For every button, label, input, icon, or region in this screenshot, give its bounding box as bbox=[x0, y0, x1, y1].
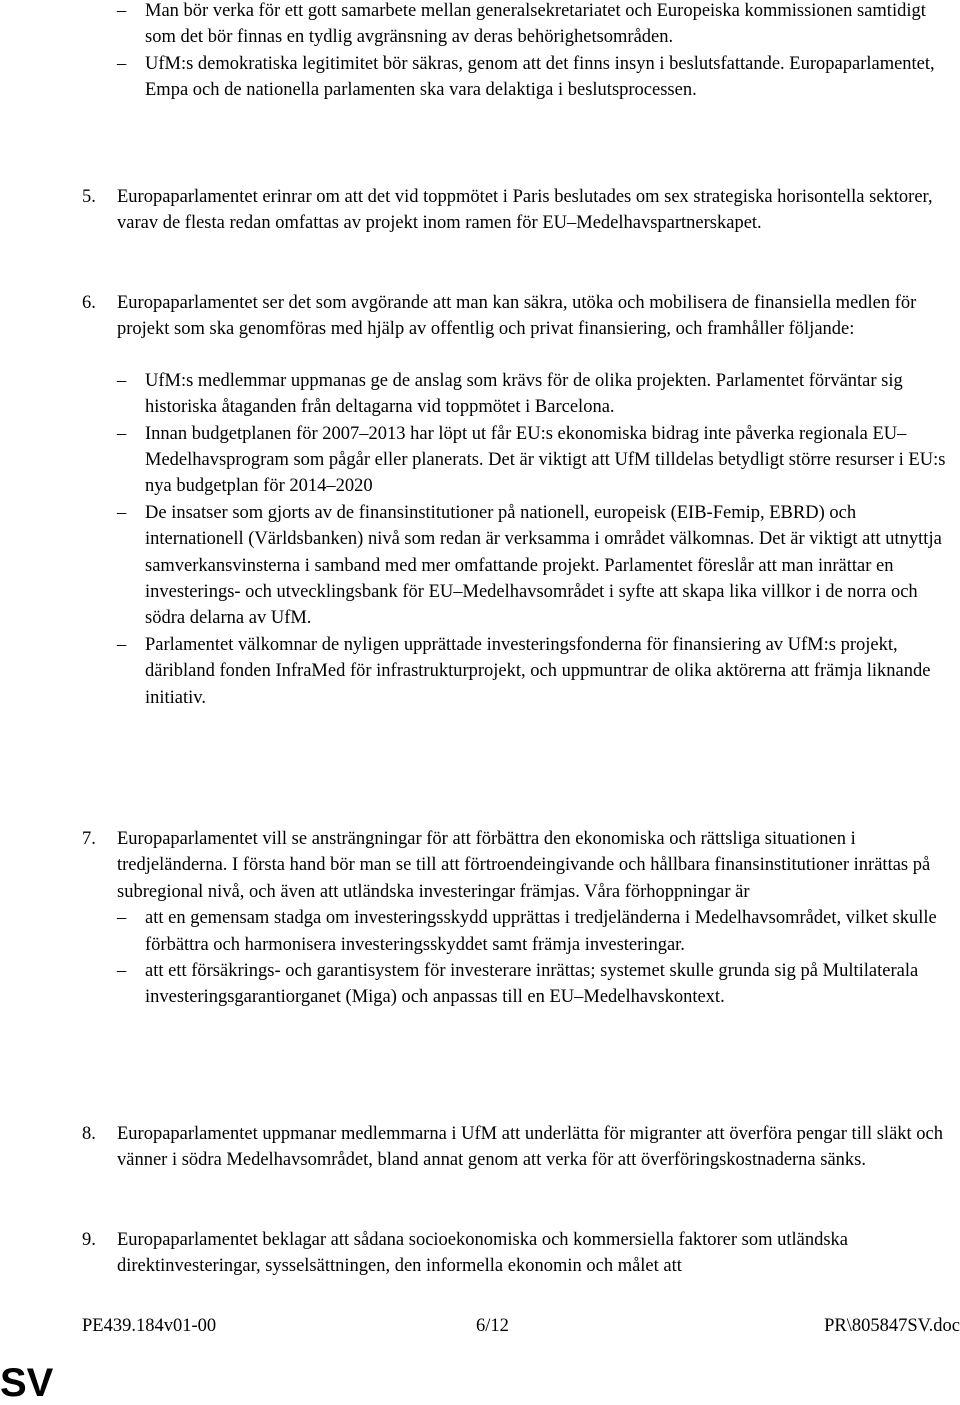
dash-marker: – bbox=[117, 961, 127, 982]
document-filename: PR\805847SV.doc bbox=[824, 1316, 960, 1336]
list-item bbox=[117, 368, 952, 421]
paragraph-5 bbox=[82, 184, 952, 237]
paragraph-text: Europaparlamentet uppmanar medlemmarna i UfM att underlätta för migranter att överföra pengar till släkt och vänner i södra Medelhavsområdet, bland annat genom att verka för att överföringskostnaderna sänks. bbox=[117, 1124, 944, 1171]
paragraph-text: Europaparlamentet ser det som avgörande att man kan säkra, utöka och mobilisera de finansiella medlen för projekt som ska genomföras med hjälp av offentlig och privat finansiering, och framhåller följande: bbox=[117, 293, 917, 340]
paragraph-6-list bbox=[117, 368, 952, 711]
paragraph-number: 8. bbox=[82, 1124, 96, 1144]
paragraph-number: 5. bbox=[82, 187, 96, 207]
list-item bbox=[117, 421, 952, 500]
list-item bbox=[117, 500, 952, 632]
list-item bbox=[117, 958, 952, 1011]
list-item-text: att ett försäkrings- och garantisystem för investerare inrättas; systemet skulle grunda sig på Multilaterala investeringsgarantiorganet (Miga) och anpassas till en EU–Medelhavskontext. bbox=[145, 961, 919, 1008]
paragraph-text: Europaparlamentet beklagar att sådana socioekonomiska och kommersiella faktorer som utländska direktinvesteringar, sysselsättningen, den informella ekonomin och målet att bbox=[117, 1230, 849, 1277]
paragraph-number: 6. bbox=[82, 293, 96, 313]
language-tag: SV bbox=[0, 1361, 54, 1405]
list-item bbox=[117, 51, 952, 104]
list-item-text: Innan budgetplanen för 2007–2013 har löpt ut får EU:s ekonomiska bidrag inte påverka regionala EU–Medelhavsprogram som pågår eller planerats. Det är viktigt att UfM tilldelas betydligt större resurser i EU:s nya budgetplan för 2014–2020 bbox=[145, 423, 946, 497]
list-item bbox=[117, 0, 952, 51]
paragraph-text: Europaparlamentet erinrar om att det vid toppmötet i Paris beslutades om sex strategiska horisontella sektorer, varav de flesta redan omfattas av projekt inom ramen för EU–Medelhavspartnerskapet. bbox=[117, 187, 933, 234]
dash-marker: – bbox=[117, 502, 127, 523]
paragraph-number: 9. bbox=[82, 1230, 96, 1250]
list-item-text: UfM:s medlemmar uppmanas ge de anslag som krävs för de olika projekten. Parlamentet förväntar sig historiska åtaganden från deltagarna vid toppmötet i Barcelona. bbox=[145, 370, 903, 418]
list-item-text: UfM:s demokratiska legitimitet bör säkras, genom att det finns insyn i beslutsfattande. Europaparlamentet, Empa och de nationella parlamenten ska vara delaktiga i beslutsprocessen. bbox=[145, 53, 935, 101]
list-item bbox=[117, 905, 952, 958]
paragraph-7 bbox=[82, 826, 952, 1011]
dash-marker: – bbox=[117, 634, 127, 655]
paragraph-8 bbox=[82, 1121, 952, 1174]
page-number: 6/12 bbox=[476, 1316, 509, 1336]
paragraph-number: 7. bbox=[82, 829, 96, 849]
dash-marker: – bbox=[117, 1, 127, 21]
dash-marker: – bbox=[117, 53, 127, 74]
list-item-text: Man bör verka för ett gott samarbete mellan generalsekretariatet och Europeiska kommissionen samtidigt som det bör finnas en tydlig avgränsning av deras behörighetsområden. bbox=[145, 1, 926, 48]
paragraph-7-list bbox=[117, 905, 952, 1011]
intro-list bbox=[82, 0, 952, 104]
paragraph-text: Europaparlamentet vill se ansträngningar för att förbättra den ekonomiska och rättsliga situationen i tredjeländerna. I första hand bör man se till att förtroendeingivande och hållbara finansinstitutioner inrättas på subregional nivå, och även att utländska investeringar främjas. Våra förhoppningar är bbox=[117, 829, 931, 902]
dash-marker: – bbox=[117, 370, 127, 391]
dash-marker: – bbox=[117, 423, 127, 444]
list-item bbox=[117, 632, 952, 711]
document-reference: PE439.184v01-00 bbox=[82, 1316, 217, 1336]
dash-marker: – bbox=[117, 908, 127, 929]
page-footer bbox=[82, 1313, 960, 1341]
paragraph-9 bbox=[82, 1227, 952, 1280]
list-item-text: att en gemensam stadga om investeringsskydd upprättas i tredjeländerna i Medelhavsområdet, vilket skulle förbättra och harmonisera investeringsskyddet samt främja investeringar. bbox=[145, 908, 937, 955]
list-item-text: Parlamentet välkomnar de nyligen upprättade investeringsfonderna för finansiering av UfM:s projekt, däribland fonden InfraMed för infrastrukturprojekt, och uppmuntrar de olika aktörerna att främja liknande initiativ. bbox=[145, 634, 931, 708]
paragraph-6 bbox=[82, 290, 952, 711]
list-item-text: De insatser som gjorts av de finansinstitutioner på nationell, europeisk (EIB-Femip, EBRD) och internationell (Världsbanken) nivå som redan är verksamma i området välkomnas. Det är viktigt att utnyttja samverkansvinsterna i samband med mer omfattande projekt. Parlamentet föreslår att man inrättar en investerings- och utvecklingsbank för EU–Medelhavsområdet i syfte att skapa lika villkor i de norra och södra delarna av UfM. bbox=[145, 502, 942, 629]
